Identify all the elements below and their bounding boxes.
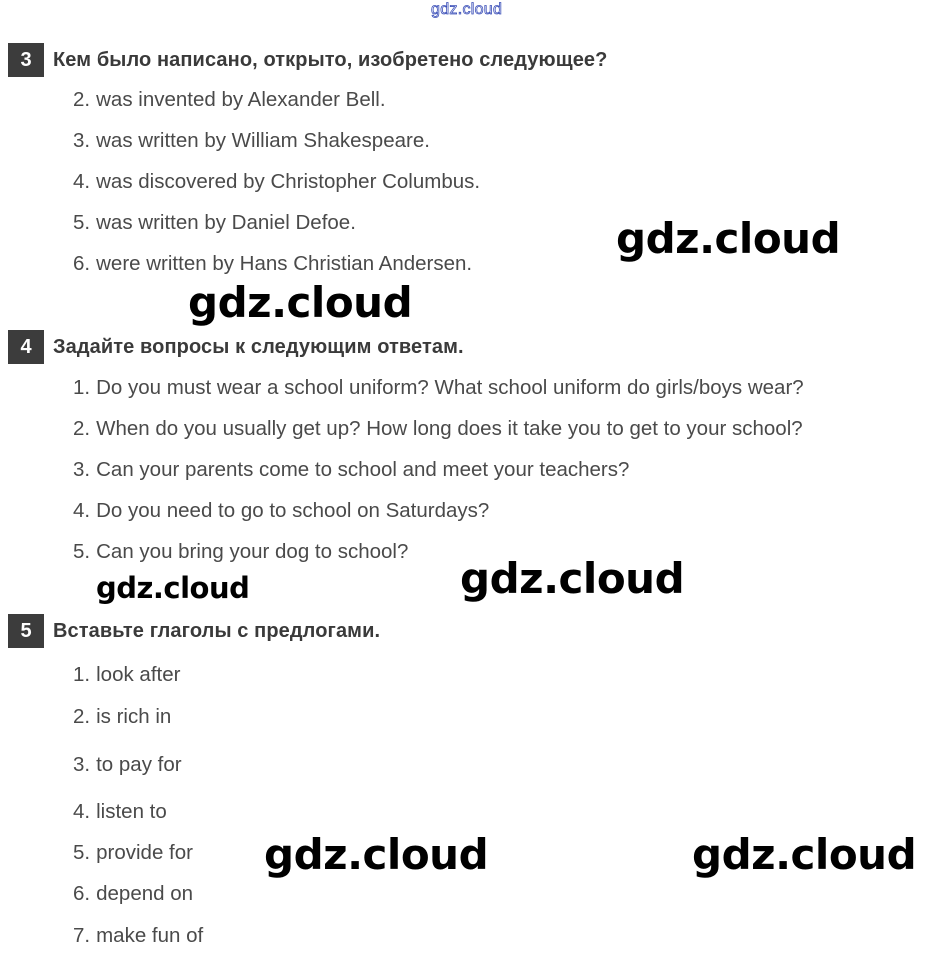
item-number: 5. bbox=[73, 211, 91, 234]
watermark: gdz.cloud bbox=[96, 571, 250, 605]
list-item bbox=[73, 924, 203, 948]
section-header bbox=[8, 614, 933, 648]
section-4 bbox=[8, 330, 933, 364]
item-text: is rich in bbox=[96, 705, 172, 728]
item-number: 4. bbox=[73, 170, 91, 193]
item-text: were written by Hans Christian Andersen. bbox=[96, 252, 473, 275]
item-number: 7. bbox=[73, 924, 91, 947]
item-number: 5. bbox=[73, 841, 91, 864]
list-item bbox=[73, 499, 489, 523]
item-number: 4. bbox=[73, 800, 91, 823]
list-item bbox=[73, 663, 180, 687]
section-3 bbox=[8, 43, 933, 77]
list-item bbox=[73, 705, 171, 729]
item-text: Do you need to go to school on Saturdays? bbox=[96, 499, 490, 522]
list-item bbox=[73, 882, 193, 906]
item-number: 2. bbox=[73, 705, 91, 728]
item-text: was discovered by Christopher Columbus. bbox=[96, 170, 481, 193]
list-item bbox=[73, 252, 472, 276]
list-item bbox=[73, 129, 430, 153]
item-number: 5. bbox=[73, 540, 91, 563]
list-item bbox=[73, 800, 167, 824]
list-item bbox=[73, 376, 804, 400]
item-text: was written by Daniel Defoe. bbox=[96, 211, 356, 234]
watermark: gdz.cloud bbox=[692, 830, 917, 879]
item-text: provide for bbox=[96, 841, 193, 864]
section-title: Задайте вопросы к следующим ответам. bbox=[53, 335, 464, 358]
section-number-badge: 3 bbox=[8, 43, 44, 77]
list-item bbox=[73, 417, 803, 441]
section-number-badge: 5 bbox=[8, 614, 44, 648]
item-text: Do you must wear a school uniform? What school uniform do girls/boys wear? bbox=[96, 376, 804, 399]
item-number: 4. bbox=[73, 499, 91, 522]
item-text: Can your parents come to school and meet your teachers? bbox=[96, 458, 630, 481]
watermark: gdz.cloud bbox=[616, 214, 841, 263]
item-number: 1. bbox=[73, 663, 91, 686]
item-number: 6. bbox=[73, 252, 91, 275]
item-text: to pay for bbox=[96, 753, 182, 776]
item-number: 3. bbox=[73, 129, 91, 152]
item-text: was written by William Shakespeare. bbox=[96, 129, 430, 152]
top-watermark: gdz.cloud bbox=[431, 1, 503, 18]
item-number: 3. bbox=[73, 753, 91, 776]
list-item bbox=[73, 540, 408, 564]
item-text: look after bbox=[96, 663, 181, 686]
watermark: gdz.cloud bbox=[460, 554, 685, 603]
item-text: listen to bbox=[96, 800, 167, 823]
item-text: make fun of bbox=[96, 924, 204, 947]
list-item bbox=[73, 458, 629, 482]
item-text: depend on bbox=[96, 882, 194, 905]
item-number: 2. bbox=[73, 417, 91, 440]
item-number: 3. bbox=[73, 458, 91, 481]
list-item bbox=[73, 211, 356, 235]
watermark: gdz.cloud bbox=[188, 278, 413, 327]
list-item bbox=[73, 841, 193, 865]
list-item bbox=[73, 88, 386, 112]
section-title: Кем было написано, открыто, изобретено следующее? bbox=[53, 48, 608, 71]
section-5 bbox=[8, 614, 933, 648]
item-number: 1. bbox=[73, 376, 91, 399]
item-text: was invented by Alexander Bell. bbox=[96, 88, 386, 111]
list-item bbox=[73, 170, 480, 194]
list-item bbox=[73, 753, 182, 777]
item-text: When do you usually get up? How long does it take you to get to your school? bbox=[96, 417, 803, 440]
watermark: gdz.cloud bbox=[264, 830, 489, 879]
item-number: 2. bbox=[73, 88, 91, 111]
section-header bbox=[8, 43, 933, 77]
section-header bbox=[8, 330, 933, 364]
section-number-badge: 4 bbox=[8, 330, 44, 364]
item-number: 6. bbox=[73, 882, 91, 905]
section-title: Вставьте глаголы с предлогами. bbox=[53, 619, 381, 642]
item-text: Can you bring your dog to school? bbox=[96, 540, 409, 563]
